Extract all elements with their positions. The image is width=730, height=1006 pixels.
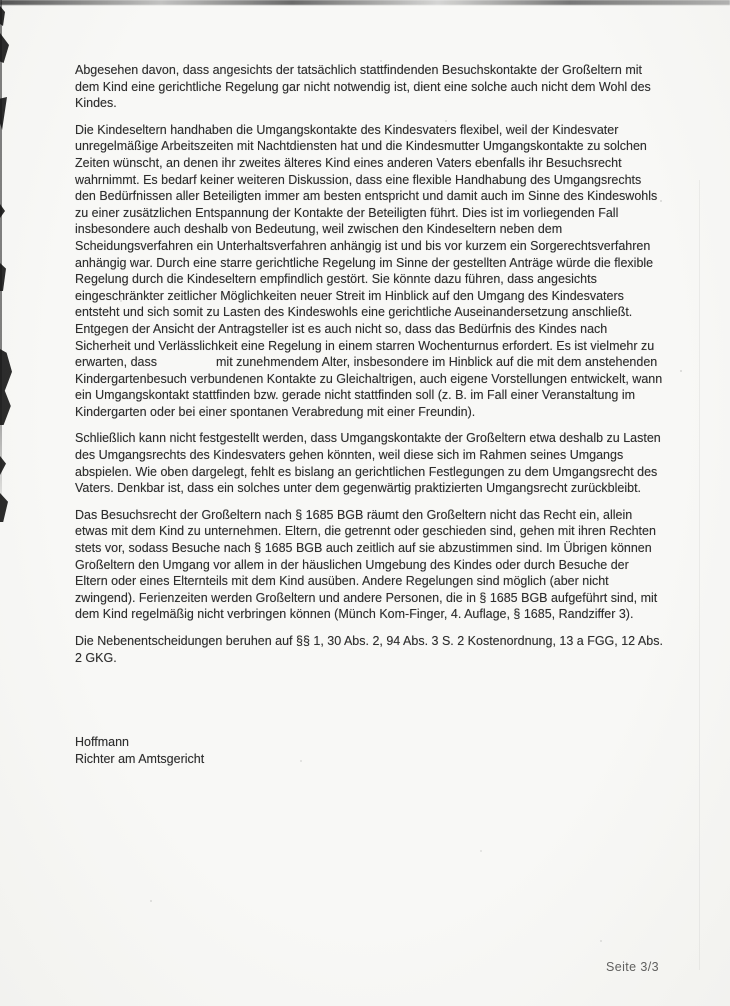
paragraph-nebenentscheidungen: Die Nebenentscheidungen beruhen auf §§ 1, 30 Abs. 2, 94 Abs. 3 S. 2 Kostenordnung, 13 a FGG, 12 Abs. 2 GKG. xyxy=(75,634,663,665)
paragraph-intro: Abgesehen davon, dass angesichts der tatsächlich stattfindenden Besuchskontakte der Großeltern mit dem Kind eine gerichtliche Regelung gar nicht notwendig ist, dient eine solche auch nicht dem Wohl des Kindes. xyxy=(75,63,651,111)
scan-artifact-mark xyxy=(0,263,6,291)
scan-artifact-mark xyxy=(0,349,12,425)
signature-block xyxy=(75,734,664,768)
signature-name: Hoffmann xyxy=(75,735,129,750)
scan-artifact-mark xyxy=(0,33,9,63)
scan-artifact-fold-line xyxy=(699,180,700,970)
scan-artifact-mark xyxy=(0,97,7,130)
scan-artifact-top-edge xyxy=(0,0,730,5)
scan-artifact-mark xyxy=(0,6,5,26)
scan-artifact-mark xyxy=(0,456,6,475)
scan-artifact-mark xyxy=(0,493,8,522)
paragraph-besuchsrecht-1685: Das Besuchsrecht der Großeltern nach § 1685 BGB räumt den Großeltern nicht das Recht ein, allein etwas mit dem Kind zu unternehmen. Eltern, die getrennt oder geschieden sind, gehen mit ihren Rechten stets vor, sodass Besuche nach § 1685 BGB auch zeitlich auf sie abzustimmen sind. Im Übrigen können Großeltern den Umgang vor allem in der häuslichen Umgebung des Kindes oder durch Besuche der Eltern oder eines Elternteils mit dem Kind ausüben. Andere Regelungen sind möglich (aber nicht zwingend). Ferienzeiten werden Großeltern und andere Personen, die in § 1685 BGB aufgeführt sind, mit dem Kind regelmäßig nicht verbringen können (Münch Kom-Finger, 4. Auflage, § 1685, Randziffer 3). xyxy=(75,507,658,622)
page-number xyxy=(606,960,686,971)
scan-artifact-mark xyxy=(0,204,5,218)
signature-title: Richter am Amtsgericht xyxy=(75,752,205,767)
scan-artifact-left-strip xyxy=(0,0,2,525)
document-body xyxy=(75,62,664,768)
page-number-label: Seite 3/3 xyxy=(606,960,659,971)
paragraph-no-conflict: Schließlich kann nicht festgestellt werden, dass Umgangskontakte der Großeltern etwa deshalb zu Lasten des Umgangsrechts des Kindesvaters gehen könnten, weil diese sich im Rahmen seines Umgangs abspielen. Wie oben dargelegt, fehlt es bislang an gerichtlichen Festlegungen zu dem Umgangsrecht des Vaters. Denkbar ist, dass ein solches unter dem gegenwärtig praktizierten Umgangsrecht zurückbleibt. xyxy=(75,431,661,496)
paragraph-flexible-handling: Die Kindeseltern handhaben die Umgangskontakte des Kindesvaters flexibel, weil der Kindesvater unregelmäßige Arbeitszeiten mit Nachtdiensten hat und die Kindesmutter Umgangskontakte zu solchen Zeiten wünscht, an denen ihr zweites älteres Kind eines anderen Vaters ebenfalls ihr Besuchsrecht wahrnimmt. Es bedarf keiner weiteren Diskussion, dass eine flexible Handhabung des Umgangsrechts den Bedürfnissen aller Beteiligten immer am besten entspricht und damit auch im Sinne des Kindeswohls zu einer zusätzlichen Entspannung der Kontakte der Beteiligten führt. Dies ist im vorliegenden Fall insbesondere auch deshalb von Bedeutung, weil zwischen den Kindeseltern neben dem Scheidungsverfahren ein Unterhaltsverfahren anhängig ist und bis vor kurzem ein Sorgerechtsverfahren anhängig war. Durch eine starre gerichtliche Regelung im Sinne der gestellten Anträge würde die flexible Regelung durch die Kindeseltern empfindlich gestört. Sie könnte dazu führen, dass angesichts eingeschränkter zeitlicher Möglichkeiten neuer Streit im Hinblick auf den Umgang des Kindesvaters entsteht und sich somit zu Lasten des Kindeswohls eine gerichtliche Auseinandersetzung anschließt. Entgegen der Ansicht der Antragsteller ist es auch nicht so, dass das Bedürfnis des Kindes nach Sicherheit und Verlässlichkeit eine Regelung in einem starren Wochenturnus erfordert. Es ist vielmehr zu erwarten, dass mit zunehmendem Alter, insbesondere im Hinblick auf die mit dem anstehenden Kindergartenbesuch verbundenen Kontakte zu Gleichaltrigen, auch eigene Vorstellungen entwickelt, wann ein Umgangskontakt stattfinden bzw. gerade nicht stattfinden soll (z. B. im Fall einer Veranstaltung im Kindergarten oder bei einer spontanen Verabredung mit einer Freundin). xyxy=(75,122,663,419)
